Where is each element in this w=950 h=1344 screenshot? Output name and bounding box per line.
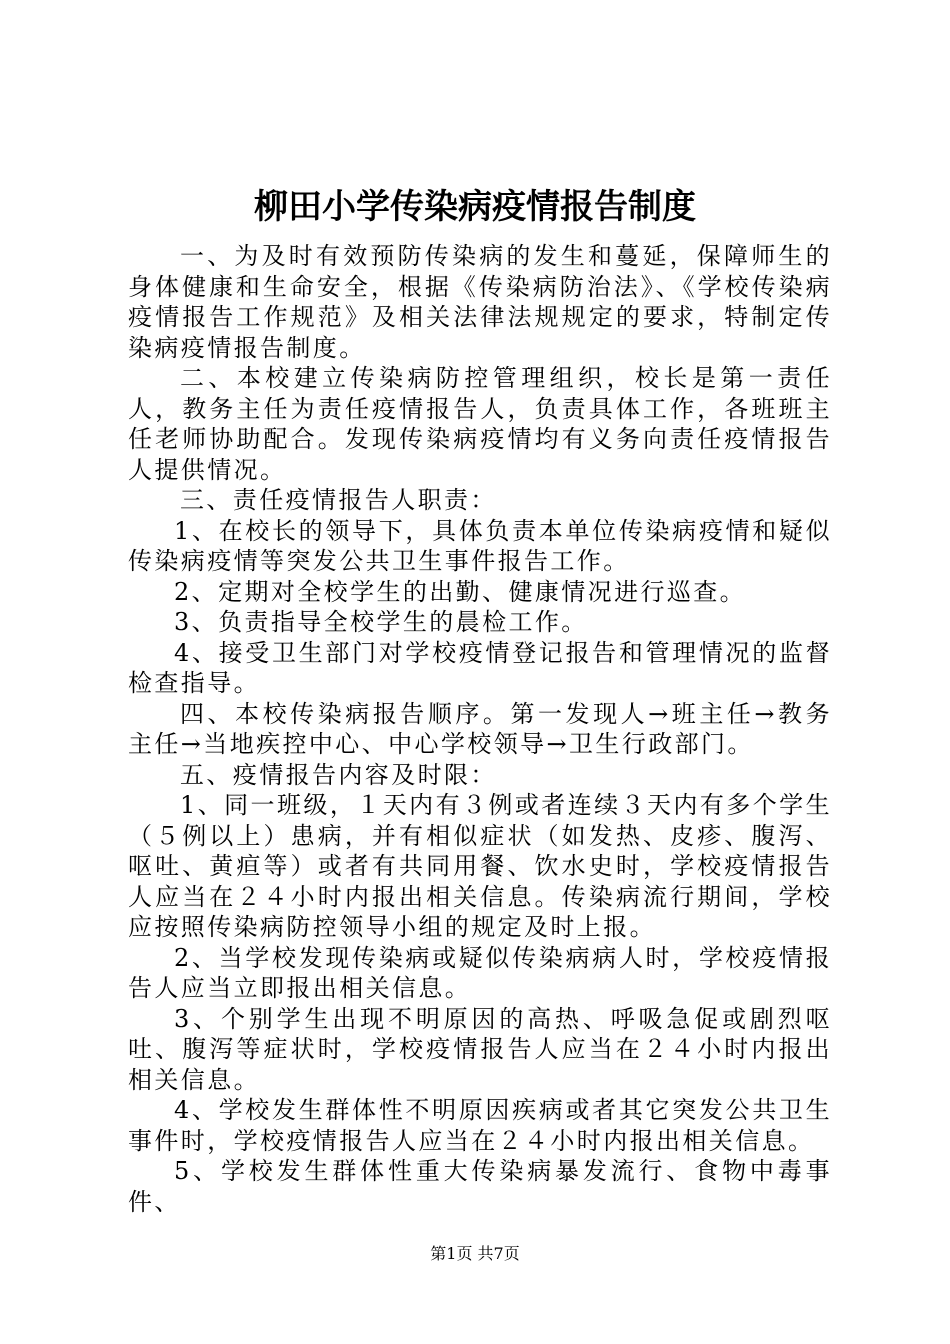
paragraph-10: 1、同一班级，１天内有３例或者连续３天内有多个学生（５例以上）患病，并有相似症状（如发热、皮疹、腹泻、呕吐、黄疸等）或者有共同用餐、饮水史时，学校疫情报告人应当在２４小时内报出相关信息。传染病流行期间，学校应按照传染病防控领导小组的规定及时上报。 [128, 791, 832, 941]
paragraph-11: 2、当学校发现传染病或疑似传染病病人时，学校疫情报告人应当立即报出相关信息。 [128, 943, 832, 1002]
paragraph-7: 4、接受卫生部门对学校疫情登记报告和管理情况的监督检查指导。 [128, 638, 832, 697]
paragraph-8: 四、本校传染病报告顺序。第一发现人→班主任→教务主任→当地疾控中心、中心学校领导→卫生行政部门。 [128, 699, 832, 758]
paragraph-1: 一、为及时有效预防传染病的发生和蔓延，保障师生的身体健康和生命安全，根据《传染病防治法》、《学校传染病疫情报告工作规范》及相关法律法规规定的要求，特制定传染病疫情报告制度。 [128, 242, 832, 362]
paragraph-9: 五、疫情报告内容及时限： [180, 760, 497, 789]
paragraph-14: 5、学校发生群体性重大传染病暴发流行、食物中毒事件、 [128, 1157, 832, 1216]
paragraph-3: 三、责任疫情报告人职责： [180, 486, 497, 514]
page-footer: 第1页 共7页 [430, 1244, 520, 1263]
document-title: 柳田小学传染病疫情报告制度 [254, 187, 696, 227]
paragraph-13: 4、学校发生群体性不明原因疾病或者其它突发公共卫生事件时，学校疫情报告人应当在２４小时内报出相关信息。 [128, 1096, 832, 1155]
paragraph-12: 3、个别学生出现不明原因的高热、呼吸急促或剧烈呕吐、腹泻等症状时，学校疫情报告人应当在２４小时内报出相关信息。 [128, 1004, 832, 1094]
paragraph-2: 二、本校建立传染病防控管理组织，校长是第一责任人，教务主任为责任疫情报告人，负责具体工作，各班班主任老师协助配合。发现传染病疫情均有义务向责任疫情报告人提供情况。 [128, 364, 832, 484]
paragraph-4: 1、在校长的领导下，具体负责本单位传染病疫情和疑似传染病疫情等突发公共卫生事件报告工作。 [128, 516, 832, 575]
paragraph-5: 2、定期对全校学生的出勤、健康情况进行巡查。 [174, 577, 747, 606]
document-body [128, 241, 832, 1217]
paragraph-6: 3、负责指导全校学生的晨检工作。 [174, 608, 588, 636]
